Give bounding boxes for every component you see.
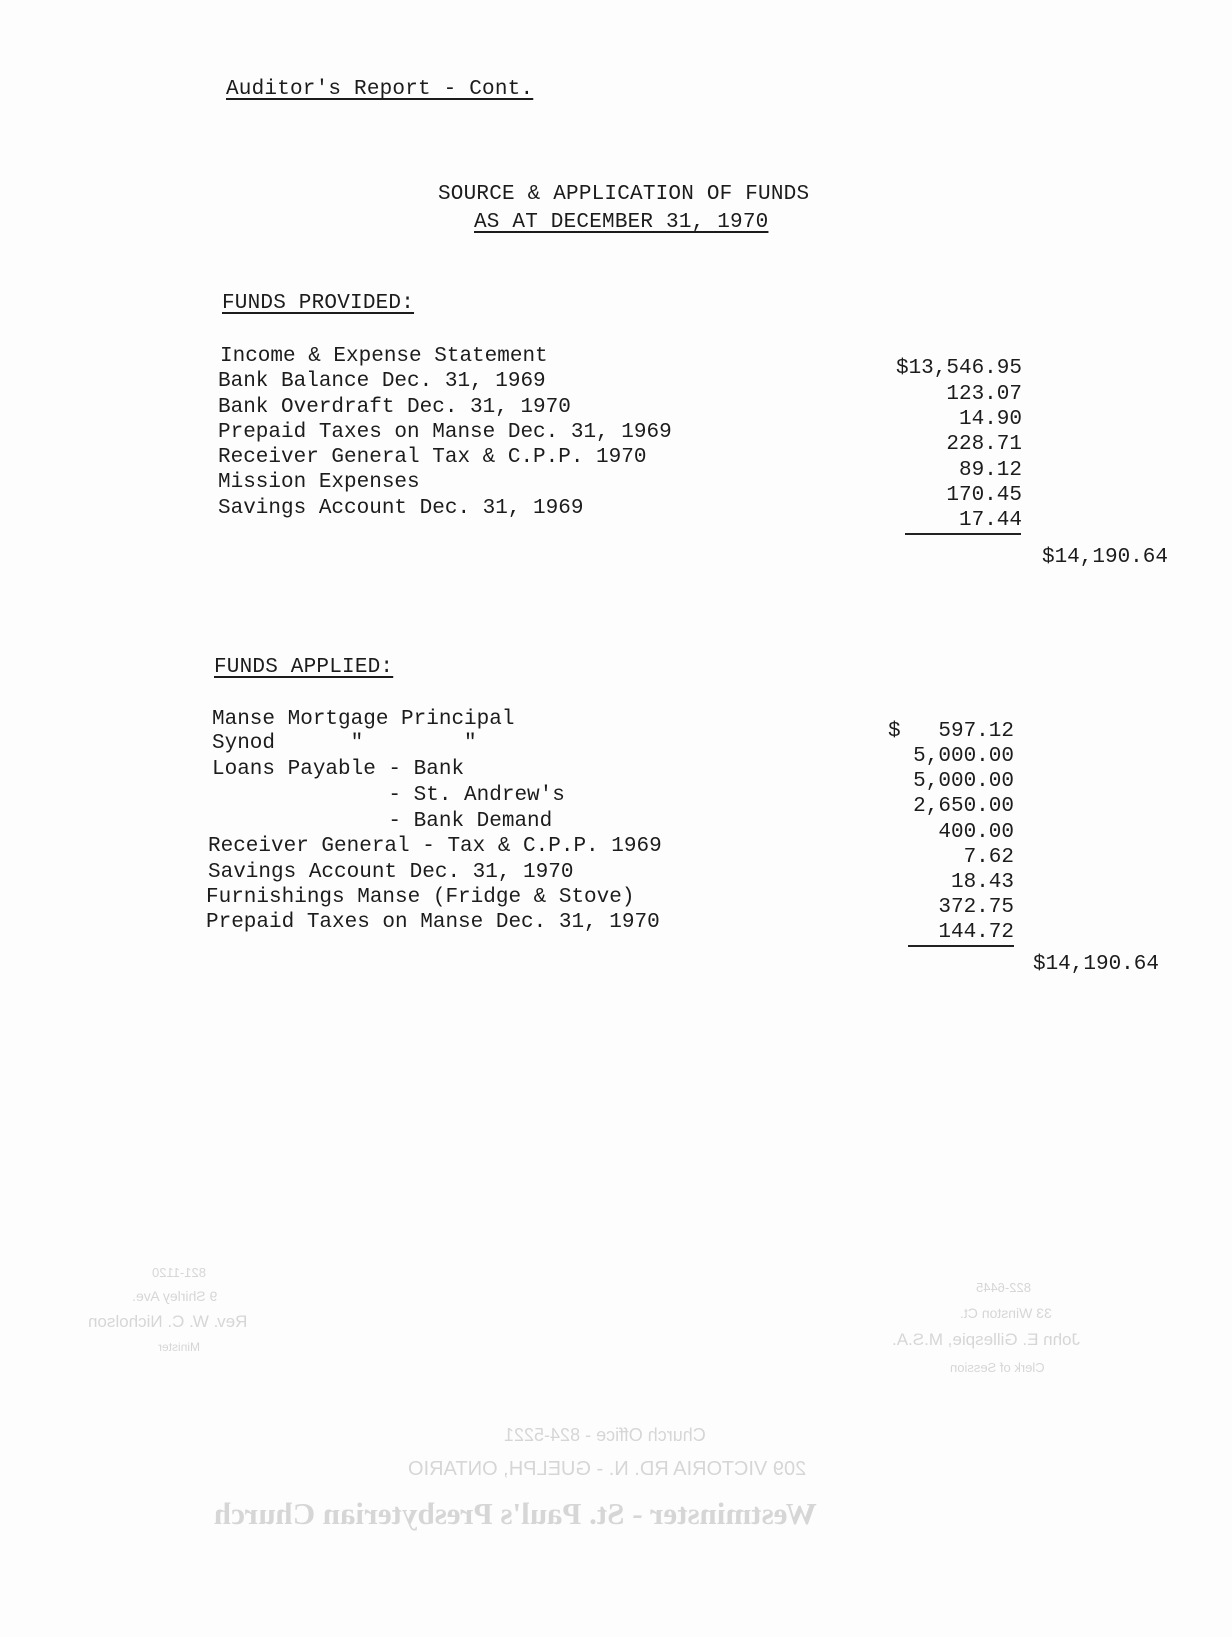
- ghost-text: Clerk of Session: [950, 1360, 1045, 1375]
- list-item-amount: 228.71: [946, 433, 1022, 456]
- ghost-text: 209 VICTORIA RD. N. - GUELPH, ONTARIO: [408, 1458, 807, 1480]
- list-item-label: Savings Account Dec. 31, 1969: [218, 497, 584, 520]
- list-item-amount: 5,000.00: [913, 745, 1014, 768]
- subtotal-rule: [908, 945, 1014, 947]
- ghost-text: Minister: [158, 1340, 201, 1354]
- ghost-text: Westminster - St. Paul's Presbyterian Church: [214, 1496, 817, 1531]
- funds-provided-heading: FUNDS PROVIDED:: [222, 292, 415, 315]
- list-item-label: Furnishings Manse (Fridge & Stove): [206, 886, 635, 909]
- continued-title: Auditor's Report - Cont.: [226, 78, 534, 101]
- list-item-amount: 7.62: [963, 846, 1014, 869]
- list-item-label: Prepaid Taxes on Manse Dec. 31, 1970: [206, 911, 660, 934]
- list-item-label: Mission Expenses: [218, 471, 420, 494]
- statement-title-line1: SOURCE & APPLICATION OF FUNDS: [438, 183, 810, 206]
- list-item-label: Prepaid Taxes on Manse Dec. 31, 1969: [218, 421, 672, 444]
- list-item-amount: 170.45: [946, 484, 1022, 507]
- funds-applied-heading: FUNDS APPLIED:: [214, 656, 394, 679]
- list-item-label: Bank Balance Dec. 31, 1969: [218, 370, 546, 393]
- list-item-label: Loans Payable - Bank: [212, 758, 465, 781]
- list-item-amount: 2,650.00: [913, 795, 1014, 818]
- list-item-label: Income & Expense Statement: [220, 345, 548, 368]
- list-item-amount: 17.44: [958, 509, 1022, 532]
- ghost-text: 822-6445: [976, 1280, 1031, 1295]
- list-item-amount: 89.12: [958, 459, 1022, 482]
- statement-title-line2: AS AT DECEMBER 31, 1970: [474, 211, 769, 234]
- list-item-label: Receiver General Tax & C.P.P. 1970: [218, 446, 647, 469]
- ghost-text: 9 Shirley Ave.: [132, 1288, 218, 1304]
- list-item-label: Manse Mortgage Principal: [212, 708, 515, 731]
- list-item-amount: $13,546.95: [895, 357, 1022, 380]
- list-item-amount: 372.75: [938, 896, 1014, 919]
- ghost-text: John E. Gillespie, M.S.A.: [892, 1330, 1081, 1349]
- list-item-amount: 14.90: [958, 408, 1022, 431]
- list-item-amount: 400.00: [938, 821, 1014, 844]
- list-item-label: Receiver General - Tax & C.P.P. 1969: [208, 835, 662, 858]
- list-item-amount: 18.43: [950, 871, 1014, 894]
- ghost-text: 33 Winston Ct.: [960, 1305, 1052, 1321]
- list-item-label: - Bank Demand: [212, 810, 553, 833]
- ghost-text: Church Office - 824-5221: [504, 1425, 706, 1445]
- list-item-label: Savings Account Dec. 31, 1970: [208, 861, 574, 884]
- ghost-text: 821-1120: [152, 1265, 206, 1280]
- list-item-label: Synod " ": [212, 732, 477, 755]
- list-item-amount: 144.72: [938, 921, 1014, 944]
- funds-provided-total: $14,190.64: [1041, 546, 1168, 569]
- ghost-text: Rev. W. C. Nicholson: [88, 1312, 248, 1331]
- subtotal-rule: [905, 533, 1021, 535]
- list-item-amount: 123.07: [946, 383, 1022, 406]
- list-item-amount: $ 597.12: [887, 720, 1014, 743]
- funds-applied-total: $14,190.64: [1032, 953, 1159, 976]
- list-item-label: - St. Andrew's: [212, 784, 565, 807]
- list-item-label: Bank Overdraft Dec. 31, 1970: [218, 396, 571, 419]
- list-item-amount: 5,000.00: [913, 770, 1014, 793]
